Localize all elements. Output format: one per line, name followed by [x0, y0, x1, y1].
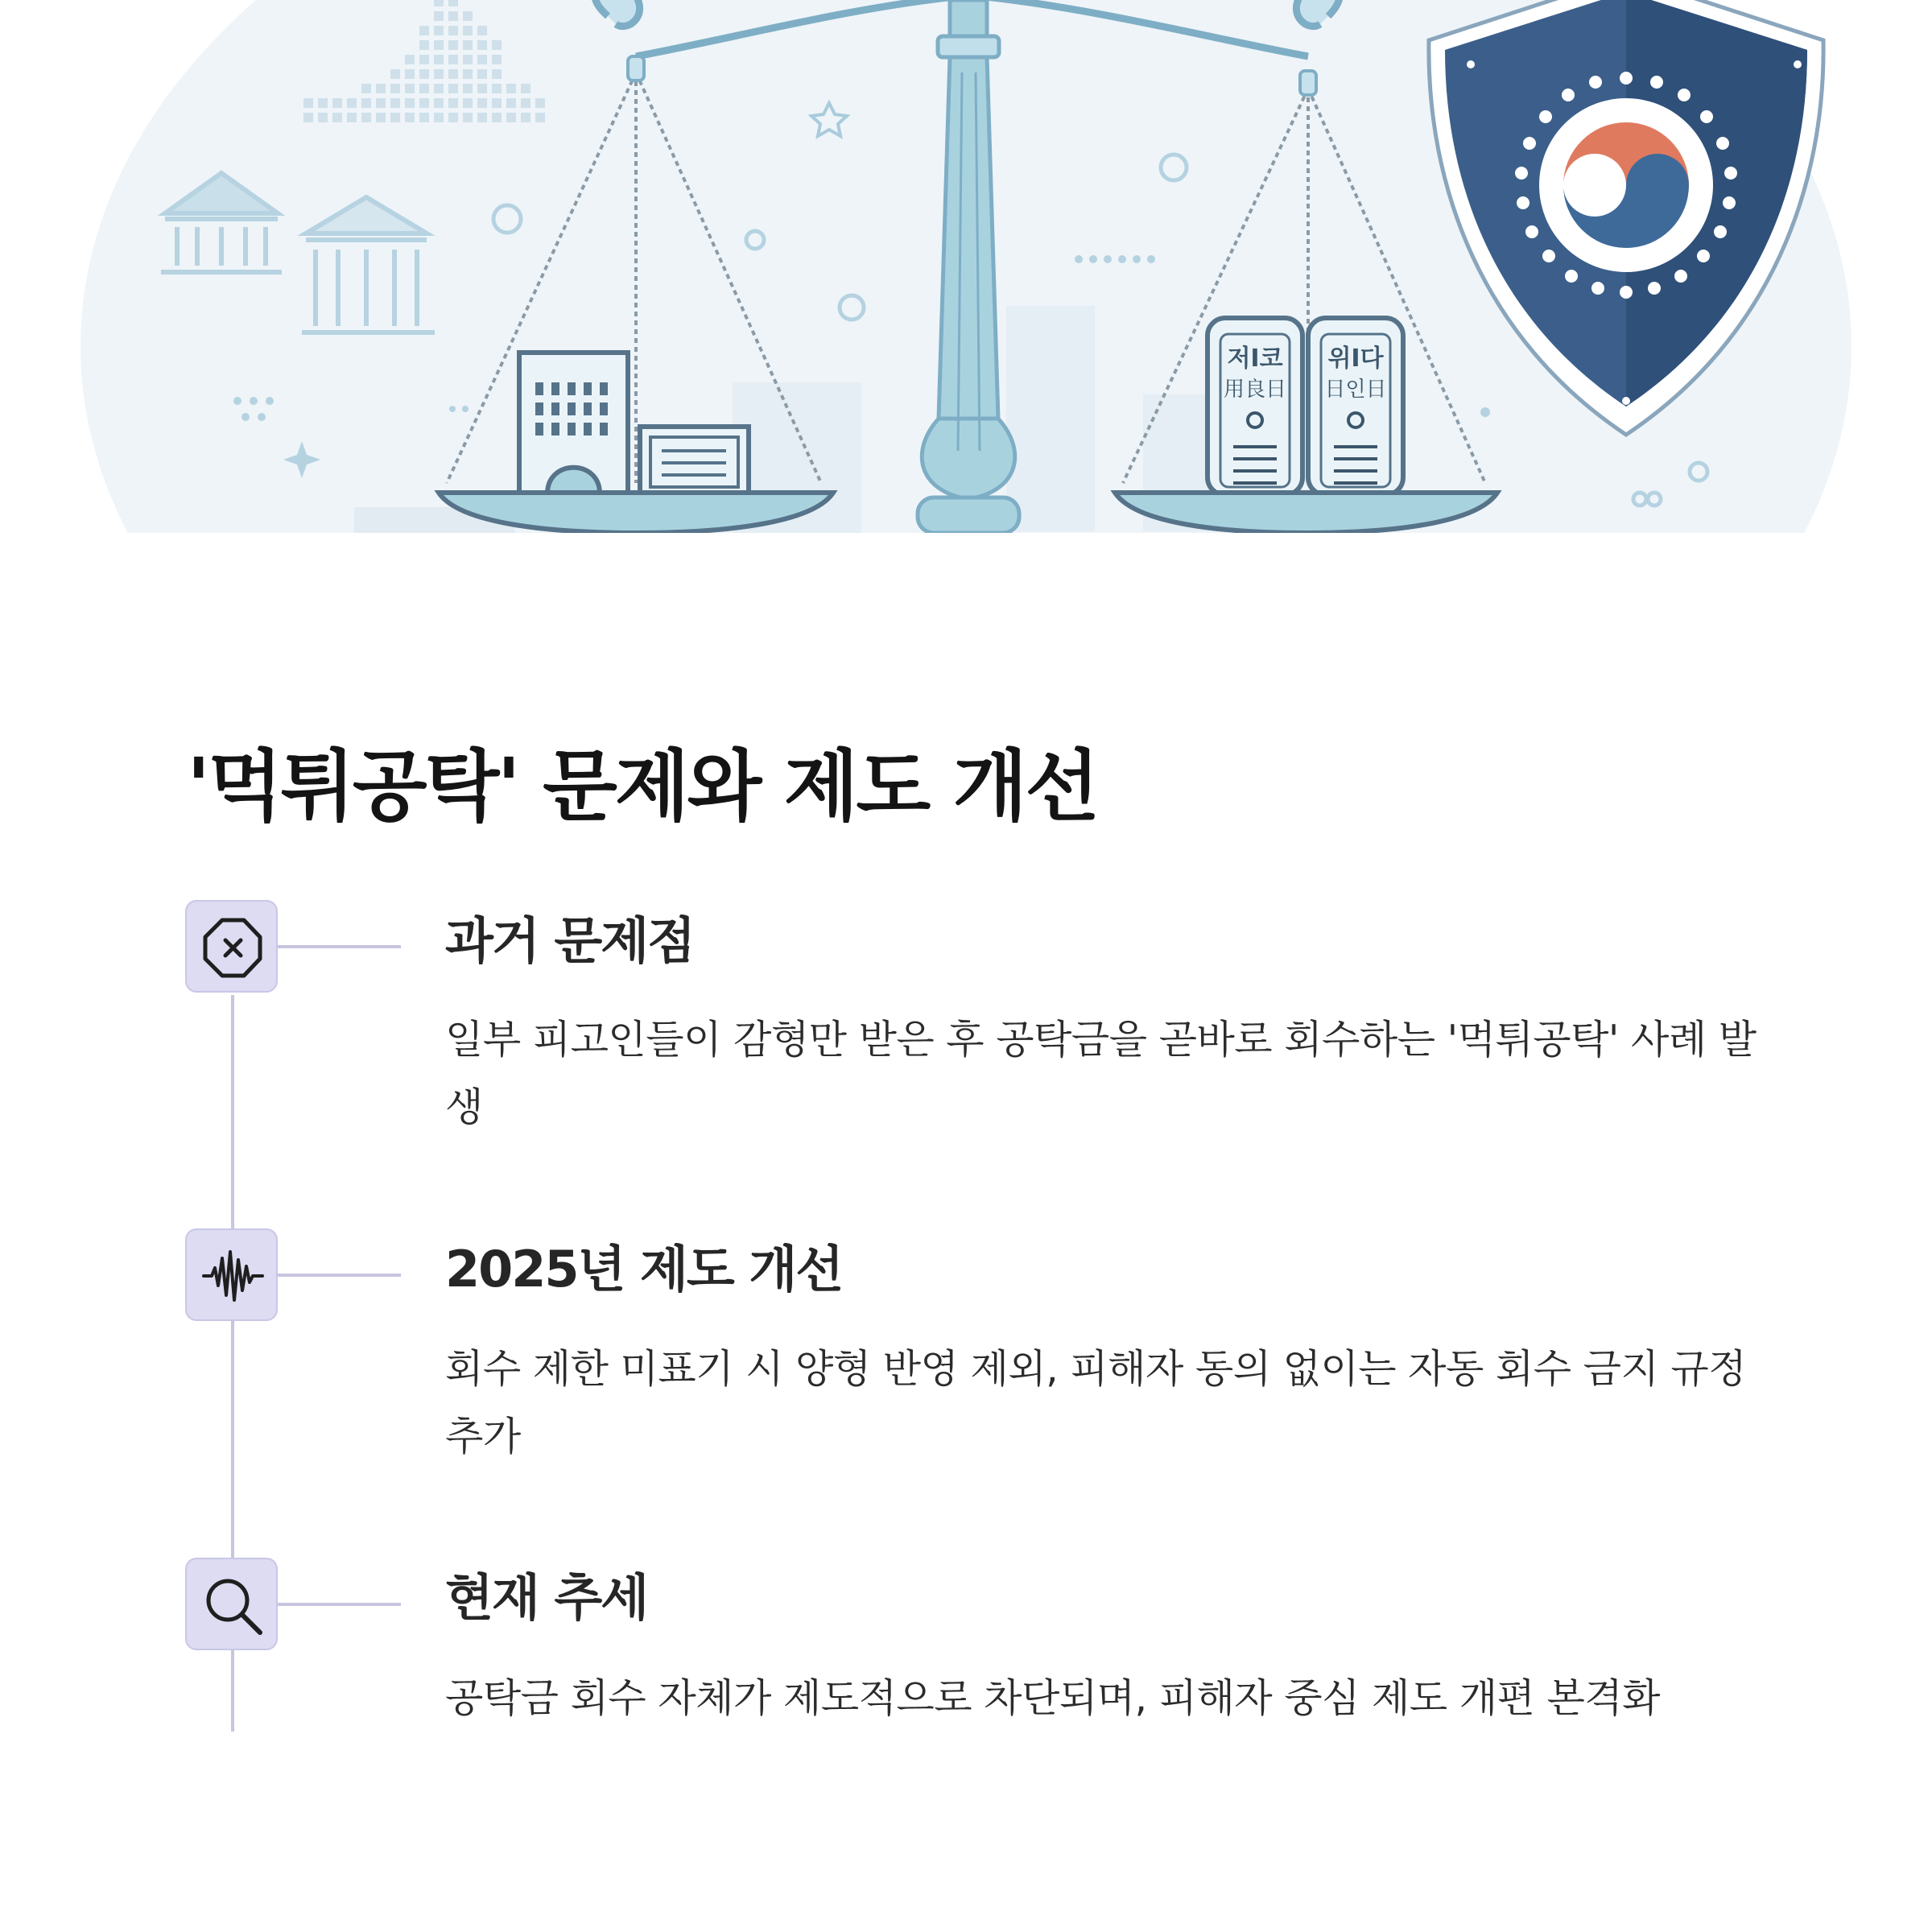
- close-octagon-icon: [200, 915, 266, 980]
- timeline-node-3: [185, 1558, 278, 1650]
- step-title-past-problem: 과거 문제점: [445, 911, 695, 970]
- timeline-connector-2: [278, 1274, 401, 1277]
- waveform-icon: [200, 1244, 266, 1309]
- justice-scale-illustration: [0, 0, 1932, 533]
- search-icon: [200, 1573, 266, 1638]
- right-book-label-top: 위I다: [1327, 345, 1384, 373]
- hero-illustration: [0, 0, 1932, 533]
- page-title: '먹튀공탁' 문제와 제도 개선: [187, 741, 1098, 832]
- timeline-connector-1: [278, 945, 401, 948]
- right-book-label-bottom: 日인日: [1324, 378, 1387, 402]
- timeline-node-1: [185, 900, 278, 993]
- left-book-label-top: 저I코: [1227, 345, 1283, 373]
- step-title-current-trend: 현재 추세: [445, 1568, 648, 1627]
- step-description-past-problem: 일부 피고인들이 감형만 받은 후 공탁금을 곧바로 회수하는 '먹튀공탁' 사례 발생: [445, 1017, 1757, 1130]
- step-title-2025-reform: 2025년 제도 개선: [445, 1240, 843, 1298]
- left-book-label-bottom: 用良日: [1223, 378, 1287, 402]
- step-description-current-trend: 공탁금 회수 자체가 제도적으로 차단되며, 피해자 중심 제도 개편 본격화: [445, 1675, 1660, 1721]
- timeline-node-2: [185, 1228, 278, 1321]
- step-description-2025-reform: 회수 제한 미표기 시 양형 반영 제외, 피해자 동의 없이는 자동 회수 금지 규정 추가: [445, 1346, 1747, 1459]
- timeline-connector-3: [278, 1603, 401, 1606]
